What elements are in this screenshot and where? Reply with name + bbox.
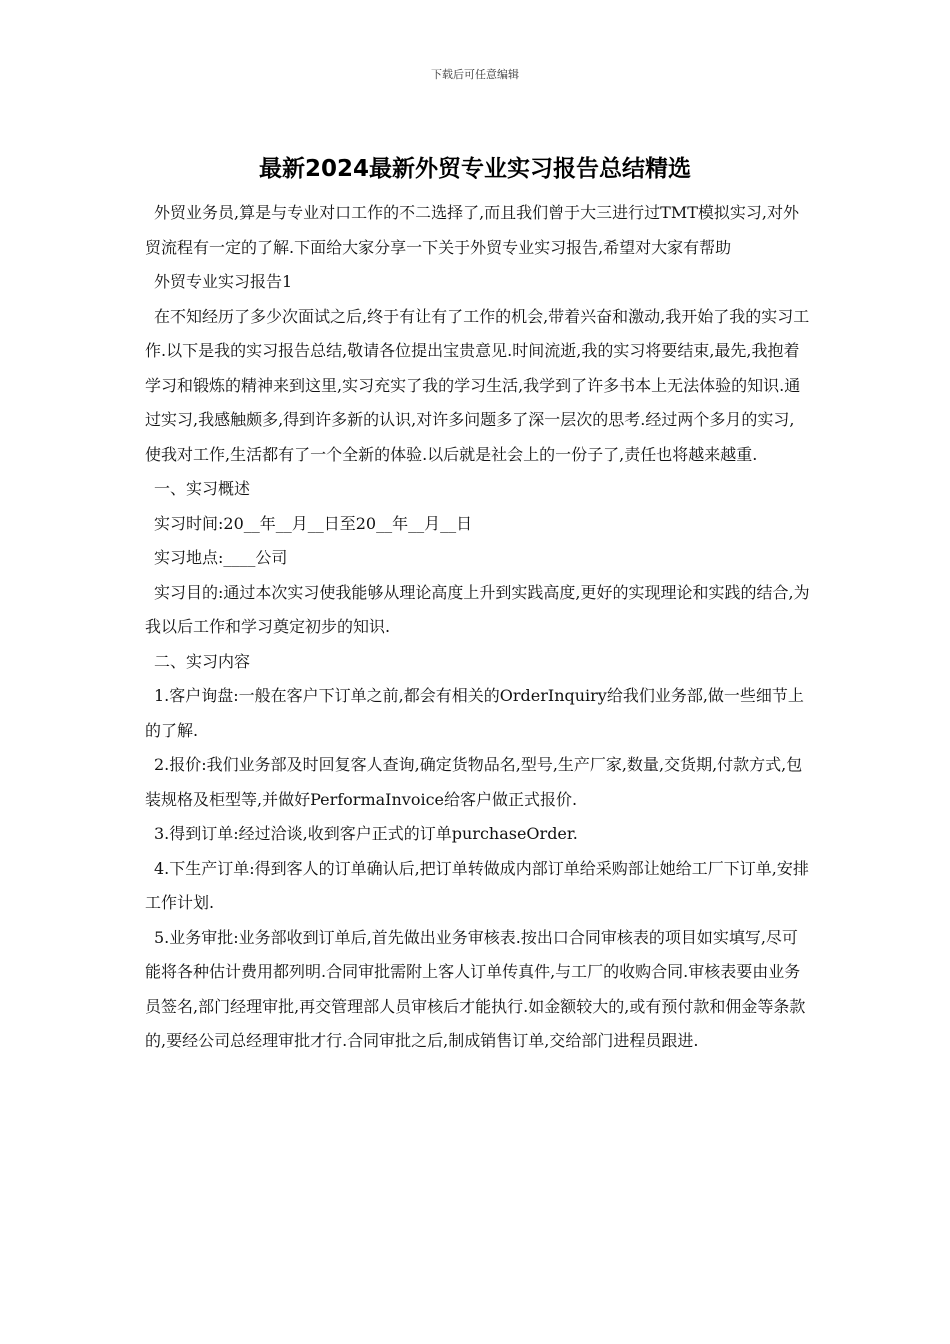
document-title: 最新2024最新外贸专业实习报告总结精选: [258, 156, 691, 182]
section-heading-content: 二、实习内容: [154, 651, 251, 671]
paragraph-experience: 在不知经历了多少次面试之后,终于有让有了工作的机会,带着兴奋和激动,我开始了我的实习工作.以下是我的实习报告总结,敬请各位提出宝贵意见.时间流逝,我的实习将要结束,最先,我抱着学习和锻炼的精神来到这里,实习充实了我的学习生活,我学到了许多书本上无法体验的知识.通过实习,我感触颇多,得到许多新的认识,对许多问题多了深一层次的思考.经过两个多月的实习,使我对工作,生活都有了一个全新的体验.以后就是社会上的一份子了,责任也将越来越重.: [145, 306, 810, 464]
section-heading-overview: 一、实习概述: [154, 479, 251, 498]
list-item-quotation: 2.报价:我们业务部及时回复客人查询,确定货物品名,型号,生产厂家,数量,交货期,付款方式,包装规格及柜型等,并做好PerformaInvoice给客户做正式报价.: [145, 755, 803, 809]
paragraph-internship-location: 实习地点:____公司: [154, 548, 288, 567]
list-item-production-order: 4.下生产订单:得到客人的订单确认后,把订单转做成内部订单给采购部让她给工厂下订单,安排工作计划.: [145, 858, 809, 912]
list-item-approval: 5.业务审批:业务部收到订单后,首先做出业务审核表.按出口合同审核表的项目如实填写,尽可能将各种估计费用都列明.合同审批需附上客人订单传真件,与工厂的收购合同.审核表要由业务员签名,部门经理审批,再交管理部人员审核后才能执行.如金额较大的,或有预付款和佣金等条款的,要经公司总经理审批才行.合同审批之后,制成销售订单,交给部门进程员跟进.: [145, 927, 806, 1050]
paragraph-report-heading: 外贸专业实习报告1: [154, 272, 293, 291]
paragraph-internship-time: 实习时间:20__年__月__日至20__年__月__日: [154, 513, 473, 533]
list-item-order: 3.得到订单:经过洽谈,收到客户正式的订单purchaseOrder.: [154, 824, 578, 843]
list-item-inquiry: 1.客户询盘:一般在客户下订单之前,都会有相关的OrderInquiry给我们业务部,做一些细节上的了解.: [145, 686, 804, 740]
document-body: [145, 196, 810, 1059]
page-header-note: 下载后可任意编辑: [431, 68, 519, 81]
paragraph-intro: 外贸业务员,算是与专业对口工作的不二选择了,而且我们曾于大三进行过TMT模拟实习,对外贸流程有一定的了解.下面给大家分享一下关于外贸专业实习报告,希望对大家有帮助: [145, 203, 799, 257]
paragraph-internship-purpose: 实习目的:通过本次实习使我能够从理论高度上升到实践高度,更好的实现理论和实践的结合,为我以后工作和学习奠定初步的知识.: [145, 582, 810, 636]
